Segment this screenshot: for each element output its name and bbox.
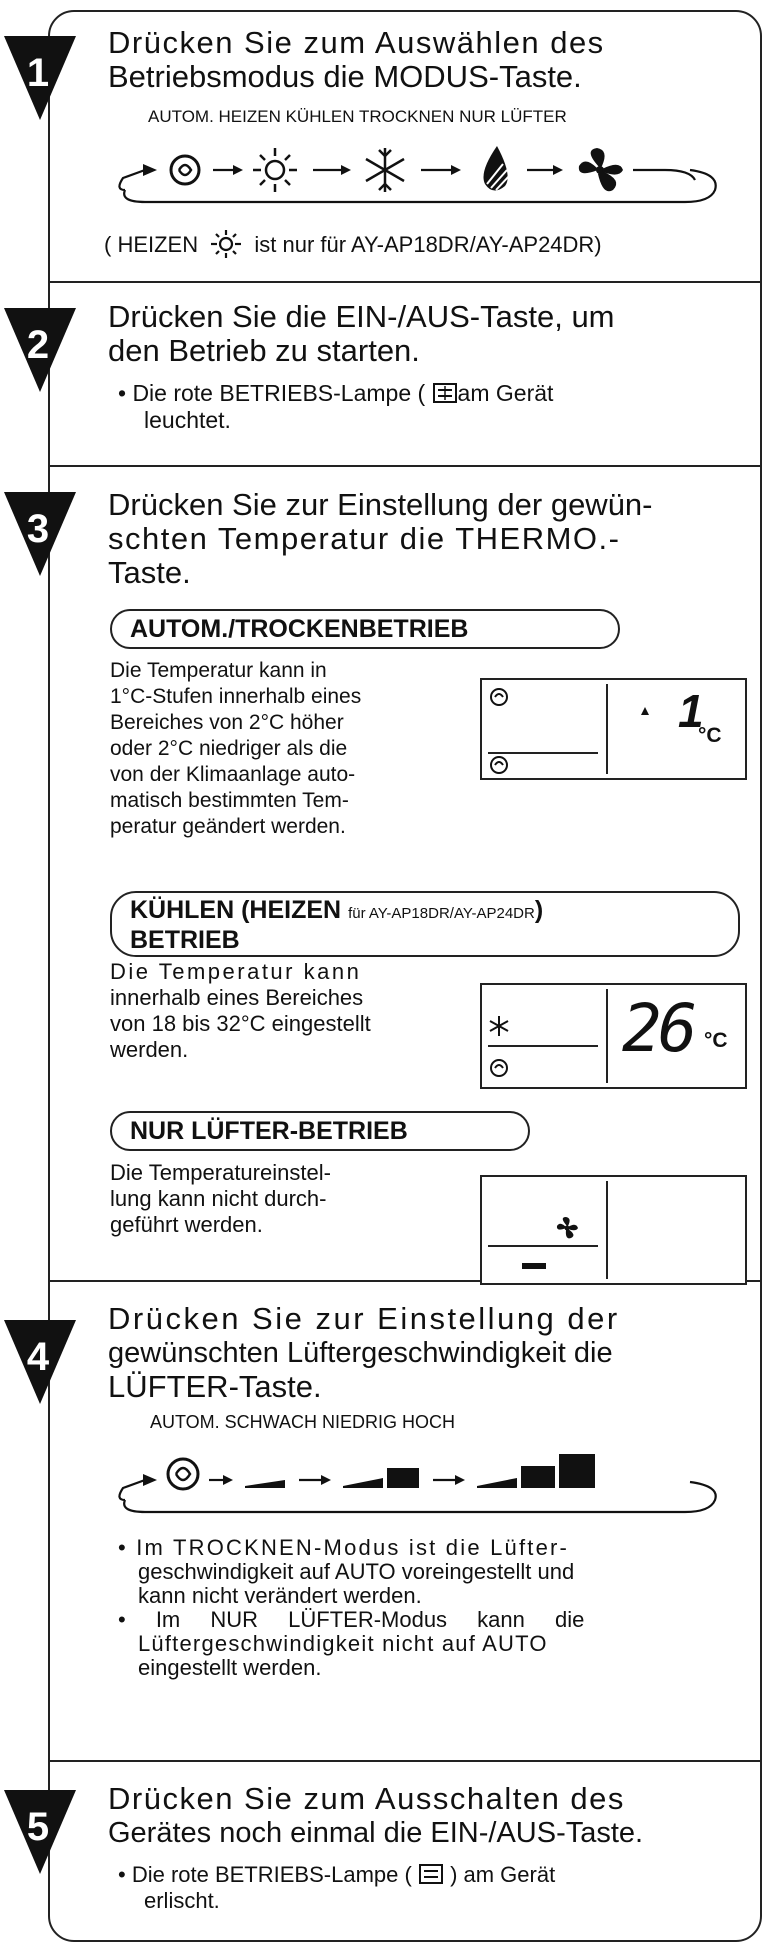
heading-line: gewünschten Lüftergeschwindigkeit die (108, 1337, 613, 1369)
auto-dry-label: AUTOM./TROCKENBETRIEB (110, 609, 620, 649)
bullet-text: am Gerät (457, 380, 554, 406)
text-line: peratur geändert werden. (110, 815, 346, 838)
step-4-bullets (118, 1536, 584, 1680)
cool-heat-text (110, 959, 371, 1063)
cool-heat-label (110, 891, 740, 957)
swirl-icon (171, 156, 199, 184)
fan-only-text (110, 1160, 331, 1238)
text-line: von der Klimaanlage auto- (110, 763, 356, 786)
lcd-unit: °C (698, 724, 722, 747)
step-5-marker (2, 1790, 78, 1876)
auto-dry-text (110, 658, 361, 840)
lcd-display-fan (480, 1175, 747, 1285)
bullet-text: • Die rote BETRIEBS-Lampe ( (118, 1862, 412, 1887)
step-2-marker (2, 308, 78, 394)
section-divider (48, 1760, 760, 1762)
heading-line: Drücken Sie zur Einstellung der gewün- (108, 487, 653, 522)
text-line: Bereiches von 2°C höher (110, 711, 344, 734)
sun-icon (208, 229, 244, 259)
label-part: KÜHLEN (HEIZEN (130, 896, 342, 924)
bullet-text: erlischt. (144, 1888, 220, 1913)
heat-availability-note (104, 229, 602, 259)
heading-line: Betriebsmodus die MODUS-Taste. (108, 59, 582, 94)
text-line: kann nicht verändert werden. (138, 1583, 422, 1608)
step-4-number: 4 (26, 1335, 50, 1379)
fan-icon (554, 1215, 580, 1241)
bullet (118, 1608, 584, 1680)
step-5-number: 5 (26, 1805, 50, 1849)
heading-line: Drücken Sie zur Einstellung der (108, 1301, 620, 1336)
heading-line: den Betrieb zu starten. (108, 333, 420, 368)
text-line: Die Temperatur kann in (110, 659, 327, 682)
step-4-marker (2, 1320, 78, 1406)
heading-line: Drücken Sie zum Ausschalten des (108, 1781, 625, 1816)
mode-labels: AUTOM. HEIZEN KÜHLEN TROCKNEN NUR LÜFTER (148, 107, 567, 126)
sun-icon (253, 148, 297, 192)
note-prefix: ( HEIZEN (104, 232, 199, 257)
step-5-heading (108, 1782, 643, 1850)
fan-speed-sequence (105, 1440, 745, 1520)
text-line: innerhalb eines Bereiches (110, 985, 364, 1010)
snowflake-icon (366, 148, 404, 192)
bullet-text: ) am Gerät (450, 1862, 556, 1887)
snowflake-icon (488, 1015, 510, 1037)
speed-low-icon (245, 1480, 285, 1488)
text-line: geschwindigkeit auf AUTO voreingestellt und (138, 1559, 575, 1584)
section-divider (48, 281, 760, 283)
speed-mid-icon (343, 1468, 419, 1488)
text-line: lung kann nicht durch- (110, 1186, 327, 1211)
lcd-display-cool (480, 983, 747, 1089)
bullet-text: • Die rote BETRIEBS-Lampe ( (118, 380, 426, 406)
text-line: geführt werden. (110, 1212, 263, 1237)
text-line: Die Temperatur kann (110, 959, 362, 984)
text-line: 1°C-Stufen innerhalb eines (110, 685, 362, 708)
text-line: von 18 bis 32°C eingestellt (110, 1011, 371, 1036)
step-3-number: 3 (26, 507, 50, 551)
step-2-number: 2 (26, 323, 50, 367)
step-2-bullet (118, 380, 553, 434)
fan-only-label: NUR LÜFTER-BETRIEB (110, 1111, 530, 1151)
heading-line: schten Temperatur die THERMO.- (108, 521, 621, 556)
lcd-value: 1 (678, 685, 704, 737)
step-5-bullet (118, 1862, 555, 1914)
bullet (118, 1536, 584, 1608)
swirl-icon (168, 1459, 198, 1489)
lamp-icon (432, 382, 458, 404)
lamp-icon (418, 1863, 444, 1885)
heading-line: Drücken Sie zum Auswählen des (108, 25, 605, 60)
text-line: • Im NUR LÜFTER-Modus kann die (118, 1607, 585, 1632)
step-3-heading (108, 488, 653, 590)
step-1-marker (2, 36, 78, 122)
lcd-display-auto (480, 678, 747, 780)
section-divider (48, 465, 760, 467)
heading-line: Taste. (108, 555, 191, 590)
text-line: matisch bestimmten Tem- (110, 789, 349, 812)
speed-high-icon (477, 1454, 595, 1488)
label-line2: BETRIEB (130, 926, 240, 954)
text-line: oder 2°C niedriger als die (110, 737, 348, 760)
mode-sequence (105, 140, 745, 210)
lcd-unit: °C (704, 1029, 728, 1052)
droplet-icon (484, 146, 510, 191)
up-indicator-icon (640, 706, 650, 716)
swirl-icon (488, 686, 510, 708)
fan-speed-bar (522, 1263, 546, 1269)
text-line: werden. (110, 1037, 189, 1062)
step-1-number: 1 (26, 51, 50, 95)
text-line: Lüftergeschwindigkeit nicht auf AUTO (138, 1631, 548, 1656)
step-2-heading (108, 300, 615, 368)
heading-line: Drücken Sie die EIN-/AUS-Taste, um (108, 299, 615, 334)
text-line: eingestellt werden. (138, 1655, 322, 1680)
step-4-heading (108, 1302, 620, 1404)
text-line: Die Temperatureinstel- (110, 1160, 331, 1185)
note-suffix: ist nur für AY-AP18DR/AY-AP24DR) (254, 232, 602, 257)
heading-line: LÜFTER-Taste. (108, 1369, 322, 1404)
label-part-small: für AY-AP18DR/AY-AP24DR (348, 905, 535, 922)
text-line: • Im TROCKNEN-Modus ist die Lüfter- (118, 1535, 570, 1560)
step-1-heading (108, 26, 605, 94)
lcd-value: 26 (622, 990, 694, 1067)
label-part: ) (534, 896, 544, 924)
step-3-marker (2, 492, 78, 578)
swirl-icon (488, 1057, 510, 1079)
bullet-text: leuchtet. (144, 407, 231, 433)
speed-labels: AUTOM. SCHWACH NIEDRIG HOCH (150, 1412, 456, 1432)
swirl-icon (488, 754, 510, 776)
fan-icon (579, 148, 623, 191)
heading-line: Gerätes noch einmal die EIN-/AUS-Taste. (108, 1817, 644, 1849)
